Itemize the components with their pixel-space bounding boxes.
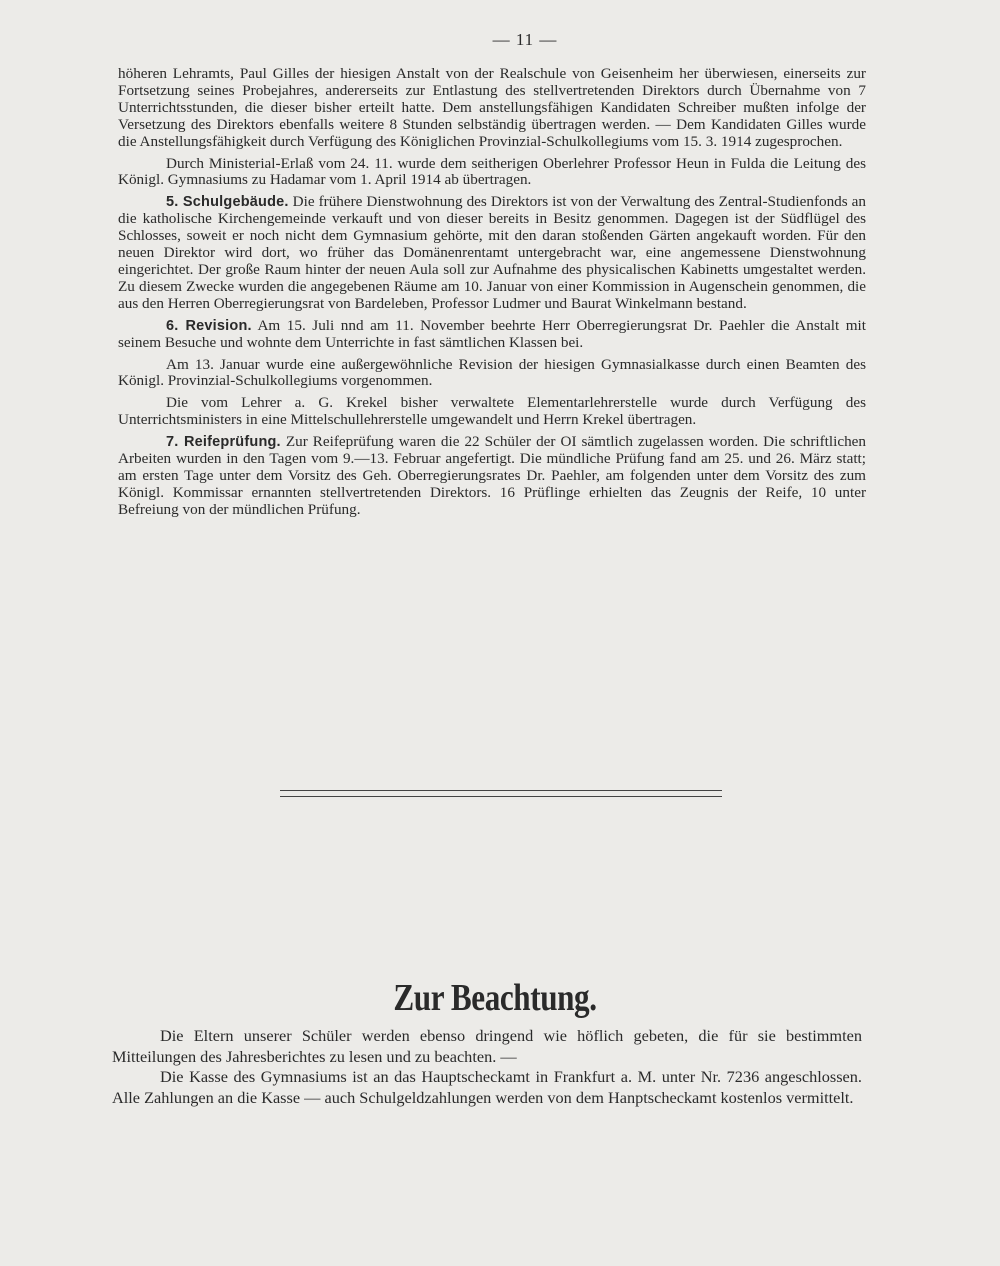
section-reifepruefung: 7. Reifeprüfung. Zur Reifeprüfung waren die 22 Schüler der OI sämtlich zugelassen worden. Die schriftlichen Arbeiten wurden in den Tagen vom 9.—13. Februar angefertigt. Die mündliche Prüfung fand am 25. und 26. März statt; am ersten Tage unter dem Vorsitz des Geh. Oberregierungsrates Dr. Paehler, am folgenden unter dem Vorsitz des zum Königl. Kommissar ernannten stellvertretenden Direktors. 16 Prüflinge erhielten das Zeugnis der Reife, 10 unter Befreiung von der mündlichen Prüfung.	[118, 433, 867, 518]
notice-paragraph: Die Kasse des Gymnasiums ist an das Hauptscheckamt in Frankfurt a. M. unter Nr. 7236 angeschlossen. Alle Zahlungen an die Kasse — auch Schulgeldzahlungen werden von dem Hanptscheckamt kostenlos vermittelt.	[112, 1067, 862, 1107]
divider-rule	[280, 796, 722, 797]
paragraph-new-director: Durch Ministerial-Erlaß vom 24. 11. wurde dem seitherigen Oberlehrer Professor Heun in Fulda die Leitung des Königl. Gymnasiums zu Hadamar vom 1. April 1914 ab übertragen.	[118, 154, 866, 189]
page-number: — 11 —	[492, 30, 558, 49]
paragraph-teaching-staff: höheren Lehramts, Paul Gilles der hiesigen Anstalt von der Realschule von Geisenheim her überwiesen, einerseits zur Fortsetzung seines Probejahres, andererseits zur Entlastung des stellvertretenden Direktors durch Übernahme von 7 Unterrichtsstunden, die dieser bisher erteilt hatte. Dem anstellungsfähigen Kandidaten Schreiber mußten infolge der Versetzung des Direktors ebenfalls weitere 8 Stunden selbständig übertragen werden. — Dem Kandidaten Gilles wurde die Anstellungsfähigkeit durch Verfügung des Königlichen Provinzial-Schulkollegiums vom 15. 3. 1914 zugesprochen.	[118, 65, 866, 150]
section-heading: 5. Schulgebäude.	[166, 194, 289, 211]
notice-body	[112, 1026, 862, 1108]
section-schulgebaeude: 5. Schulgebäude. Die frühere Dienstwohnung des Direktors ist von der Verwaltung des Zentral-Studienfonds an die katholische Kirchengemeinde verkauft und von dieser bereits in Besitz genommen. Dagegen ist der Südflügel des Schlosses, soweit er noch nicht dem Gymnasium gehörte, mit den daran stoßenden Gärten angekauft worden. Für den neuen Direktor wird dort, wo früher das Domänenrentamt untergebracht war, eine angemessene Dienstwohnung eingerichtet. Der große Raum hinter der neuen Aula soll zur Aufnahme des physicalischen Kabinetts umgestaltet werden. Zu diesem Zwecke wurden die angegebenen Räume am 10. Januar von einer Kommission in Augenschein genommen, die aus den Herren Oberregierungsrat von Bardeleben, Professor Ludmer und Baurat Winkelmann bestand.	[118, 193, 867, 312]
section-heading: 7. Reifeprüfung.	[166, 434, 281, 451]
notice-title: Zur Beachtung.	[393, 977, 597, 1019]
section-revision: 6. Revision. Am 15. Juli nnd am 11. November beehrte Herr Oberregierungsrat Dr. Paehler die Anstalt mit seinem Besuche und wohnte dem Unterrichte in fast sämtlichen Klassen bei.	[118, 316, 866, 351]
report-body	[118, 66, 866, 519]
section-heading: 6. Revision.	[166, 317, 252, 334]
paragraph-lehrerstelle: Die vom Lehrer a. G. Krekel bisher verwaltete Elementarlehrerstelle wurde durch Verfügung des Unterrichtsministers in eine Mittelschullehrerstelle umgewandelt und Herrn Krekel übertragen.	[118, 394, 866, 429]
notice-paragraph: Die Eltern unserer Schüler werden ebenso dringend wie höflich gebeten, die für sie bestimmten Mitteilungen des Jahresberichtes zu lesen und zu beachten. —	[112, 1026, 862, 1066]
divider-rule	[280, 790, 722, 791]
paragraph-kasse-revision: Am 13. Januar wurde eine außergewöhnliche Revision der hiesigen Gymnasialkasse durch einen Beamten des Königl. Provinzial-Schulkollegiums vorgenommen.	[118, 355, 866, 390]
